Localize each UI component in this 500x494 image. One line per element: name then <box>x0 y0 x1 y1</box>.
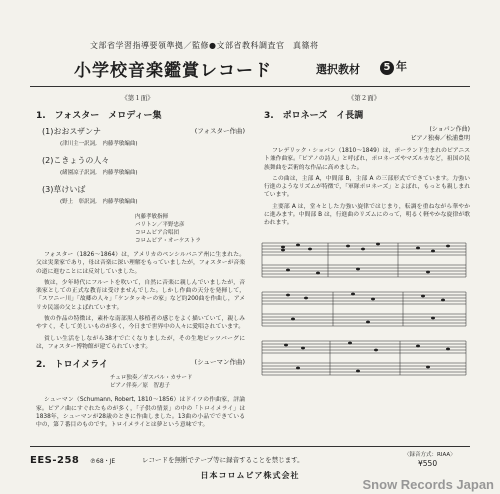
section3-performer: ピアノ独奏／松浦豊明 <box>410 135 470 142</box>
header-divider <box>30 86 470 87</box>
song-composer: (フォスター作曲) <box>194 127 245 135</box>
song-2 <box>42 155 245 166</box>
section2-composer: (シューマン作曲) <box>194 358 245 367</box>
performer-line: 内藤孝敏指揮 <box>135 214 169 220</box>
side1-column <box>30 93 245 432</box>
watermark: Snow Records Japan <box>362 477 494 492</box>
song-1 <box>42 126 245 137</box>
grade-label <box>380 58 407 75</box>
phonogram-notice: ℗68・JE <box>90 458 116 465</box>
song-3 <box>42 184 245 195</box>
side2-column <box>258 93 470 391</box>
section3-paragraph: 主要部 A は，堂々とした力強い旋律ではじまり，転調を重ねながら華やかに進みます。中間部 B は，行進曲のリズムにのって，明るく軽やかな旋律が歌われます。 <box>264 203 470 227</box>
staff-system <box>262 292 466 326</box>
section1-paragraph: 彼の作品の特徴は，素朴な南部黒人移植者の感じをよく描いていて，親しみやすく，そして美しいものが多く，今日まで世界中の人々に愛唱されています。 <box>36 316 245 331</box>
section1-paragraph: 彼は，少年時代にフルートを吹いて，自然に音楽に親しんでいましたが，音楽家としての正式な教育は受けませんでした。しかし作曲の天分を発揮して，「スワニー川」「故郷の人々」「ケンタッキーの家」など約200曲を作曲し，アメリカ民謡の父とよばれています。 <box>36 279 245 311</box>
song-credit: (津川主一訳詞, 内藤孝敏編曲) <box>60 141 138 147</box>
grade-number-badge: 5 <box>380 61 394 75</box>
copy-notice: レコードを無断でテープ等に録音することを禁じます。 <box>142 456 304 464</box>
side2-label: 《第２面》 <box>347 94 381 102</box>
song-title: (3)草けいば <box>42 185 86 194</box>
music-score-image <box>258 237 470 383</box>
selected-material-label: 選択教材 <box>316 63 360 76</box>
footer-divider <box>30 446 470 447</box>
side1-label: 《第１面》 <box>121 94 154 102</box>
section1-paragraph: フォスター（1826～1864）は，アメリカのペンシルバニア州に生まれた。父は実業家であり，母は音楽に深い理解をもっていましたが，フォスターが音楽の道に進むことには反対していました。 <box>36 252 245 275</box>
section1-paragraph: 貧しい生活をしながら38才で亡くなりましたが，その生地ピッツバーグには，フォスター博物館が建てられています。 <box>36 335 245 350</box>
recording-method: 〈録音方式：RIAA〉 <box>404 452 456 458</box>
price: ¥550 <box>418 459 438 468</box>
performer-line: ピアノ伴奏／原 智恵子 <box>110 383 171 390</box>
section3-paragraph: この曲は，主部 A，中間部 B，主部 A の三部形式でできています。力強い行進のようなリズムが特徴で，「軍隊ポロネーズ」とよばれ，もっとも親しまれています。 <box>264 175 470 199</box>
section1-title: 1. フォスター メロディー集 <box>36 111 162 121</box>
song-title: (2)こきょうの人々 <box>42 156 110 165</box>
section1-performers <box>135 213 245 245</box>
grade-suffix: 年 <box>396 60 407 73</box>
publisher-name: 日本コロムビア株式会社 <box>200 471 300 480</box>
song-credit: (野上 彰訳詞, 内藤孝敏編曲) <box>60 199 138 205</box>
page-title: 小学校音楽鑑賞レコード <box>74 61 272 81</box>
section2-performers <box>110 374 245 390</box>
section3-composer: (ショパン作曲) <box>429 126 470 133</box>
section2-title: 2. トロイメライ <box>36 360 109 371</box>
song-title: (1)おおスザンナ <box>42 127 102 136</box>
catalog-number: EES-258 <box>30 455 80 466</box>
staff-system <box>262 341 466 375</box>
header-authority: 文部省学習指導要領準拠／監修●文部省教科調査官 真篠将 <box>90 41 319 50</box>
section2-paragraph: シューマン（Schumann, Robert, 1810～1856）はドイツの作曲家，評論家。ピアノ曲にすぐれたものが多く，「子供の情景」の中の「トロイメライ」は1838年，シューマンが28歳のときに作曲しました。13曲の小品でできている中の，第７番目のものです。トロイメライとは夢という意味です。 <box>36 397 245 429</box>
performer-line: コロムビア・オーケストラ <box>135 238 201 244</box>
section3-title: 3. ポロネーズ イ長調 <box>264 111 364 121</box>
performer-line: バリトン／平野忠彦 <box>135 222 185 228</box>
song-credit: (緒園凉子訳詞, 内藤孝敏編曲) <box>60 170 138 176</box>
performer-line: コロムビア合唱団 <box>135 230 180 236</box>
section2-header <box>36 357 245 370</box>
performer-line: チェロ独奏／ガスパル・カサード <box>110 375 193 382</box>
section3-paragraph: フレデリック・ショパン（1810～1849）は，ポーランド生まれのピアニスト兼作曲家。「ピアノの詩人」と呼ばれ，ポロネーズやマズルカなど，祖国の民族舞曲を芸術的な作品に高めました。 <box>264 148 470 171</box>
